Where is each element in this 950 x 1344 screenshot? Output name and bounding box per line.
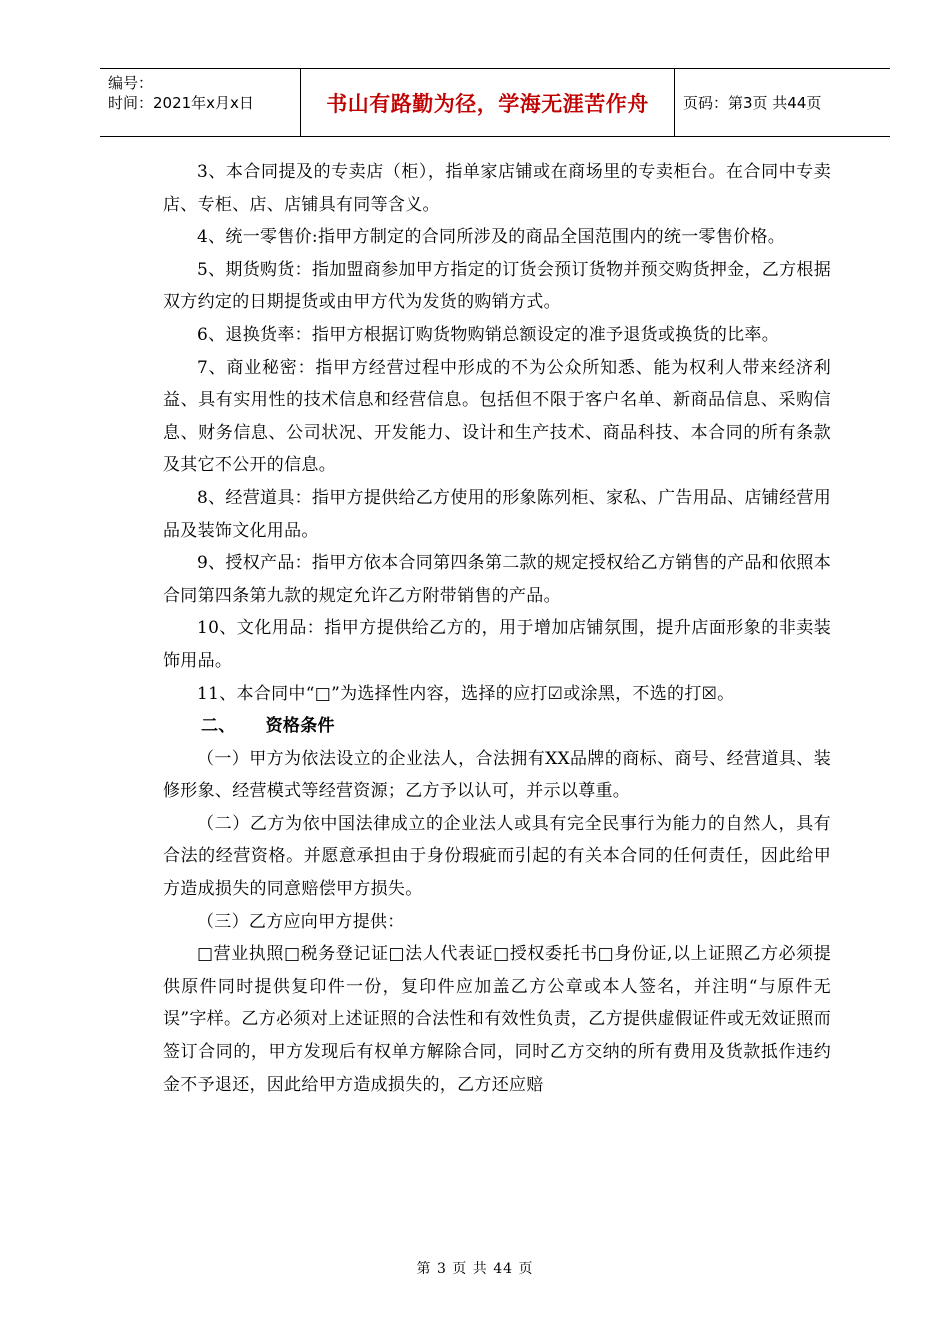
clause-8: 8、经营道具：指甲方提供给乙方使用的形象陈列柜、家私、广告用品、店铺经营用品及装饰文化用品。: [163, 487, 831, 541]
clause-4: 4、统一零售价:指甲方制定的合同所涉及的商品全国范围内的统一零售价格。: [197, 227, 786, 248]
document-body: [163, 156, 831, 1101]
page-footer: 第 3 页 共 44 页: [416, 1261, 534, 1277]
header-page-info: 页码：第3页 共44页: [683, 94, 822, 112]
qualification-1: （一）甲方为依法设立的企业法人，合法拥有XX品牌的商标、商号、经营道具、装修形象、经营模式等经营资源；乙方予以认可，并示以尊重。: [163, 748, 831, 802]
required-documents: □营业执照□税务登记证□法人代表证□授权委托书□身份证,以上证照乙方必须提供原件同时提供复印件一份，复印件应加盖乙方公章或本人签名，并注明“与原件无误”字样。乙方必须对上述证照的合法性和有效性负责，乙方提供虚假证件或无效证照而签订合同的，甲方发现后有权单方解除合同，同时乙方交纳的所有费用及货款抵作违约金不予退还，因此给甲方造成损失的，乙方还应赔: [163, 944, 831, 1095]
section-heading: [163, 710, 831, 743]
clause-10: 10、文化用品：指甲方提供给乙方的，用于增加店铺氛围，提升店面形象的非卖装饰用品。: [163, 618, 831, 671]
section-title: 资格条件: [265, 716, 335, 737]
qualification-3: （三）乙方应向甲方提供：: [197, 911, 405, 932]
header-meta: [100, 69, 301, 136]
header-motto: 书山有路勤为径，学海无涯苦作舟: [301, 69, 675, 136]
clause-9: 9、授权产品：指甲方依本合同第四条第二款的规定授权给乙方销售的产品和依照本合同第四条第九款的规定允许乙方附带销售的产品。: [163, 553, 831, 606]
section-number: 二、: [201, 716, 236, 737]
clause-6: 6、退换货率：指甲方根据订购货物购销总额设定的准予退货或换货的比率。: [197, 324, 780, 345]
page-header: [100, 68, 890, 137]
clause-7: 7、商业秘密：指甲方经营过程中形成的不为公众所知悉、能为权利人带来经济利益、具有实用性的技术信息和经营信息。包括但不限于客户名单、新商品信息、采购信息、财务信息、公司状况、开发能力、设计和生产技术、商品科技、本合同的所有条款及其它不公开的信息。: [163, 357, 831, 476]
time-label: 时间：2021年x月x日: [108, 94, 254, 112]
serial-label: 编号：: [108, 74, 154, 92]
clause-3: 3、本合同提及的专卖店（柜），指单家店铺或在商场里的专卖柜台。在合同中专卖店、专柜、店、店铺具有同等含义。: [163, 162, 831, 215]
clause-11: 11、本合同中“□”为选择性内容，选择的应打☑或涂黑，不选的打☒。: [197, 683, 735, 704]
qualification-2: （二）乙方为依中国法律成立的企业法人或具有完全民事行为能力的自然人，具有合法的经营资格。并愿意承担由于身份瑕疵而引起的有关本合同的任何责任，因此给甲方造成损失的同意赔偿甲方损失。: [163, 813, 831, 900]
clause-5: 5、期货购货：指加盟商参加甲方指定的订货会预订货物并预交购货押金，乙方根据双方约定的日期提货或由甲方代为发货的购销方式。: [163, 259, 831, 313]
